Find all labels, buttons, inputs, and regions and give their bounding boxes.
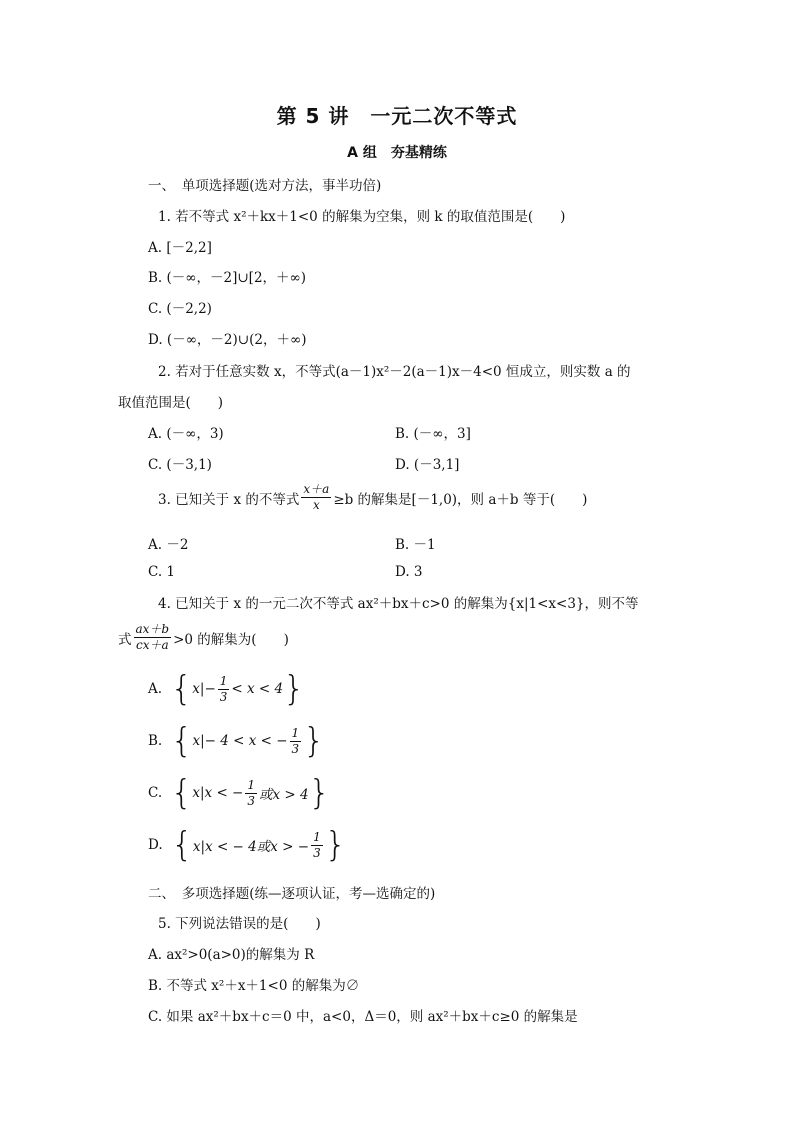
question-4-option-d — [148, 825, 347, 865]
right-brace: } — [308, 773, 331, 813]
question-2-option-b: B. (－∞，3] — [395, 426, 471, 442]
question-4-fraction-denominator: cx＋a — [135, 638, 169, 652]
set-fraction-denominator: 3 — [247, 793, 255, 808]
question-2-option-d: D. (－3,1] — [395, 457, 460, 473]
question-3-option-b: B. －1 — [395, 537, 436, 553]
question-4-stem-post: >0 的解集为( ) — [173, 631, 289, 648]
option-label: A. — [148, 681, 163, 697]
question-5-option-b: B. 不等式 x²＋x＋1<0 的解集为∅ — [148, 978, 360, 994]
right-brace: } — [324, 825, 347, 865]
set-fraction — [290, 726, 302, 757]
section-heading-multiple-choice: 二、 多项选择题(练—逐项认证，考—选确定的) — [148, 886, 436, 902]
question-3-option-c: C. 1 — [148, 564, 176, 580]
set-expression-left: x|− — [192, 681, 216, 697]
question-2-stem-line2: 取值范围是( ) — [118, 395, 224, 411]
question-5-option-a: A. ax²>0(a>0)的解集为 R — [148, 947, 315, 963]
set-expression-right: < x < 4 — [231, 681, 284, 697]
set-fraction-numerator: 1 — [219, 673, 228, 688]
question-3-option-d: D. 3 — [395, 564, 423, 580]
question-3-fraction-numerator: x＋a — [303, 482, 330, 496]
set-fraction-numerator: 1 — [313, 829, 321, 844]
question-4-option-a — [148, 669, 305, 709]
right-brace: } — [283, 669, 305, 709]
question-3-stem — [158, 482, 587, 513]
set-expression-left: x|x < − — [192, 785, 244, 801]
question-2-option-c: C. (－3,1) — [148, 457, 212, 473]
question-4-fraction — [134, 622, 172, 653]
question-1-option-d: D. (－∞，－2)∪(2，＋∞) — [148, 332, 307, 348]
left-brace: { — [171, 825, 193, 865]
right-brace: } — [303, 721, 325, 761]
question-4-option-c — [148, 773, 331, 813]
page-title: 第 5 讲 一元二次不等式 — [276, 104, 518, 128]
question-4-stem-pre: 式 — [118, 631, 132, 648]
set-fraction — [218, 674, 230, 705]
question-5-stem: 5. 下列说法错误的是( ) — [158, 916, 321, 932]
question-3-fraction-denominator: x — [312, 498, 320, 512]
set-expression-left: x|− 4 < x < − — [192, 733, 288, 749]
question-4-stem-line2 — [118, 622, 289, 653]
question-1-option-c: C. (－2,2) — [148, 301, 212, 317]
question-3-option-a: A. －2 — [148, 537, 189, 553]
question-5-option-c: C. 如果 ax²＋bx＋c＝0 中，a<0，Δ＝0，则 ax²＋bx＋c≥0 的解集是 — [148, 1009, 578, 1025]
option-label: C. — [148, 785, 163, 801]
set-expression-left: x|x < − 4或x > − — [192, 839, 310, 855]
question-1-stem: 1. 若不等式 x²＋kx＋1<0 的解集为空集，则 k 的取值范围是( ) — [158, 209, 566, 225]
set-expression-right: 或x > 4 — [259, 787, 309, 803]
left-brace: { — [170, 773, 193, 813]
set-fraction-numerator: 1 — [247, 777, 255, 792]
set-fraction-numerator: 1 — [291, 725, 300, 740]
set-fraction — [245, 778, 257, 809]
question-3-stem-post: ≥b 的解集是[－1,0)，则 a＋b 等于( ) — [333, 491, 588, 508]
page-subtitle: A 组 夯基精练 — [347, 145, 447, 161]
question-2-stem-line1: 2. 若对于任意实数 x，不等式(a－1)x²－2(a－1)x－4<0 恒成立，则实数 a 的 — [158, 364, 631, 380]
section-heading-single-choice: 一、 单项选择题(选对方法，事半功倍) — [148, 178, 382, 194]
option-label: B. — [148, 733, 163, 749]
set-fraction-denominator: 3 — [291, 741, 300, 756]
set-fraction-denominator: 3 — [219, 689, 228, 704]
question-1-option-a: A. [－2,2] — [148, 240, 212, 256]
question-2-option-a: A. (－∞，3) — [148, 426, 224, 442]
question-4-fraction-numerator: ax＋b — [135, 622, 170, 636]
left-brace: { — [170, 721, 193, 761]
question-4-stem-line1: 4. 已知关于 x 的一元二次不等式 ax²＋bx＋c>0 的解集为{x|1<x<3}，则不等 — [158, 596, 639, 612]
option-label: D. — [148, 837, 163, 853]
question-3-stem-pre: 3. 已知关于 x 的不等式 — [158, 491, 300, 508]
question-1-option-b: B. (－∞，－2]∪[2，＋∞) — [148, 270, 307, 286]
set-fraction-denominator: 3 — [313, 845, 321, 860]
question-3-fraction — [301, 482, 331, 513]
question-4-option-b — [148, 721, 325, 761]
left-brace: { — [170, 669, 193, 709]
set-fraction — [311, 830, 323, 861]
